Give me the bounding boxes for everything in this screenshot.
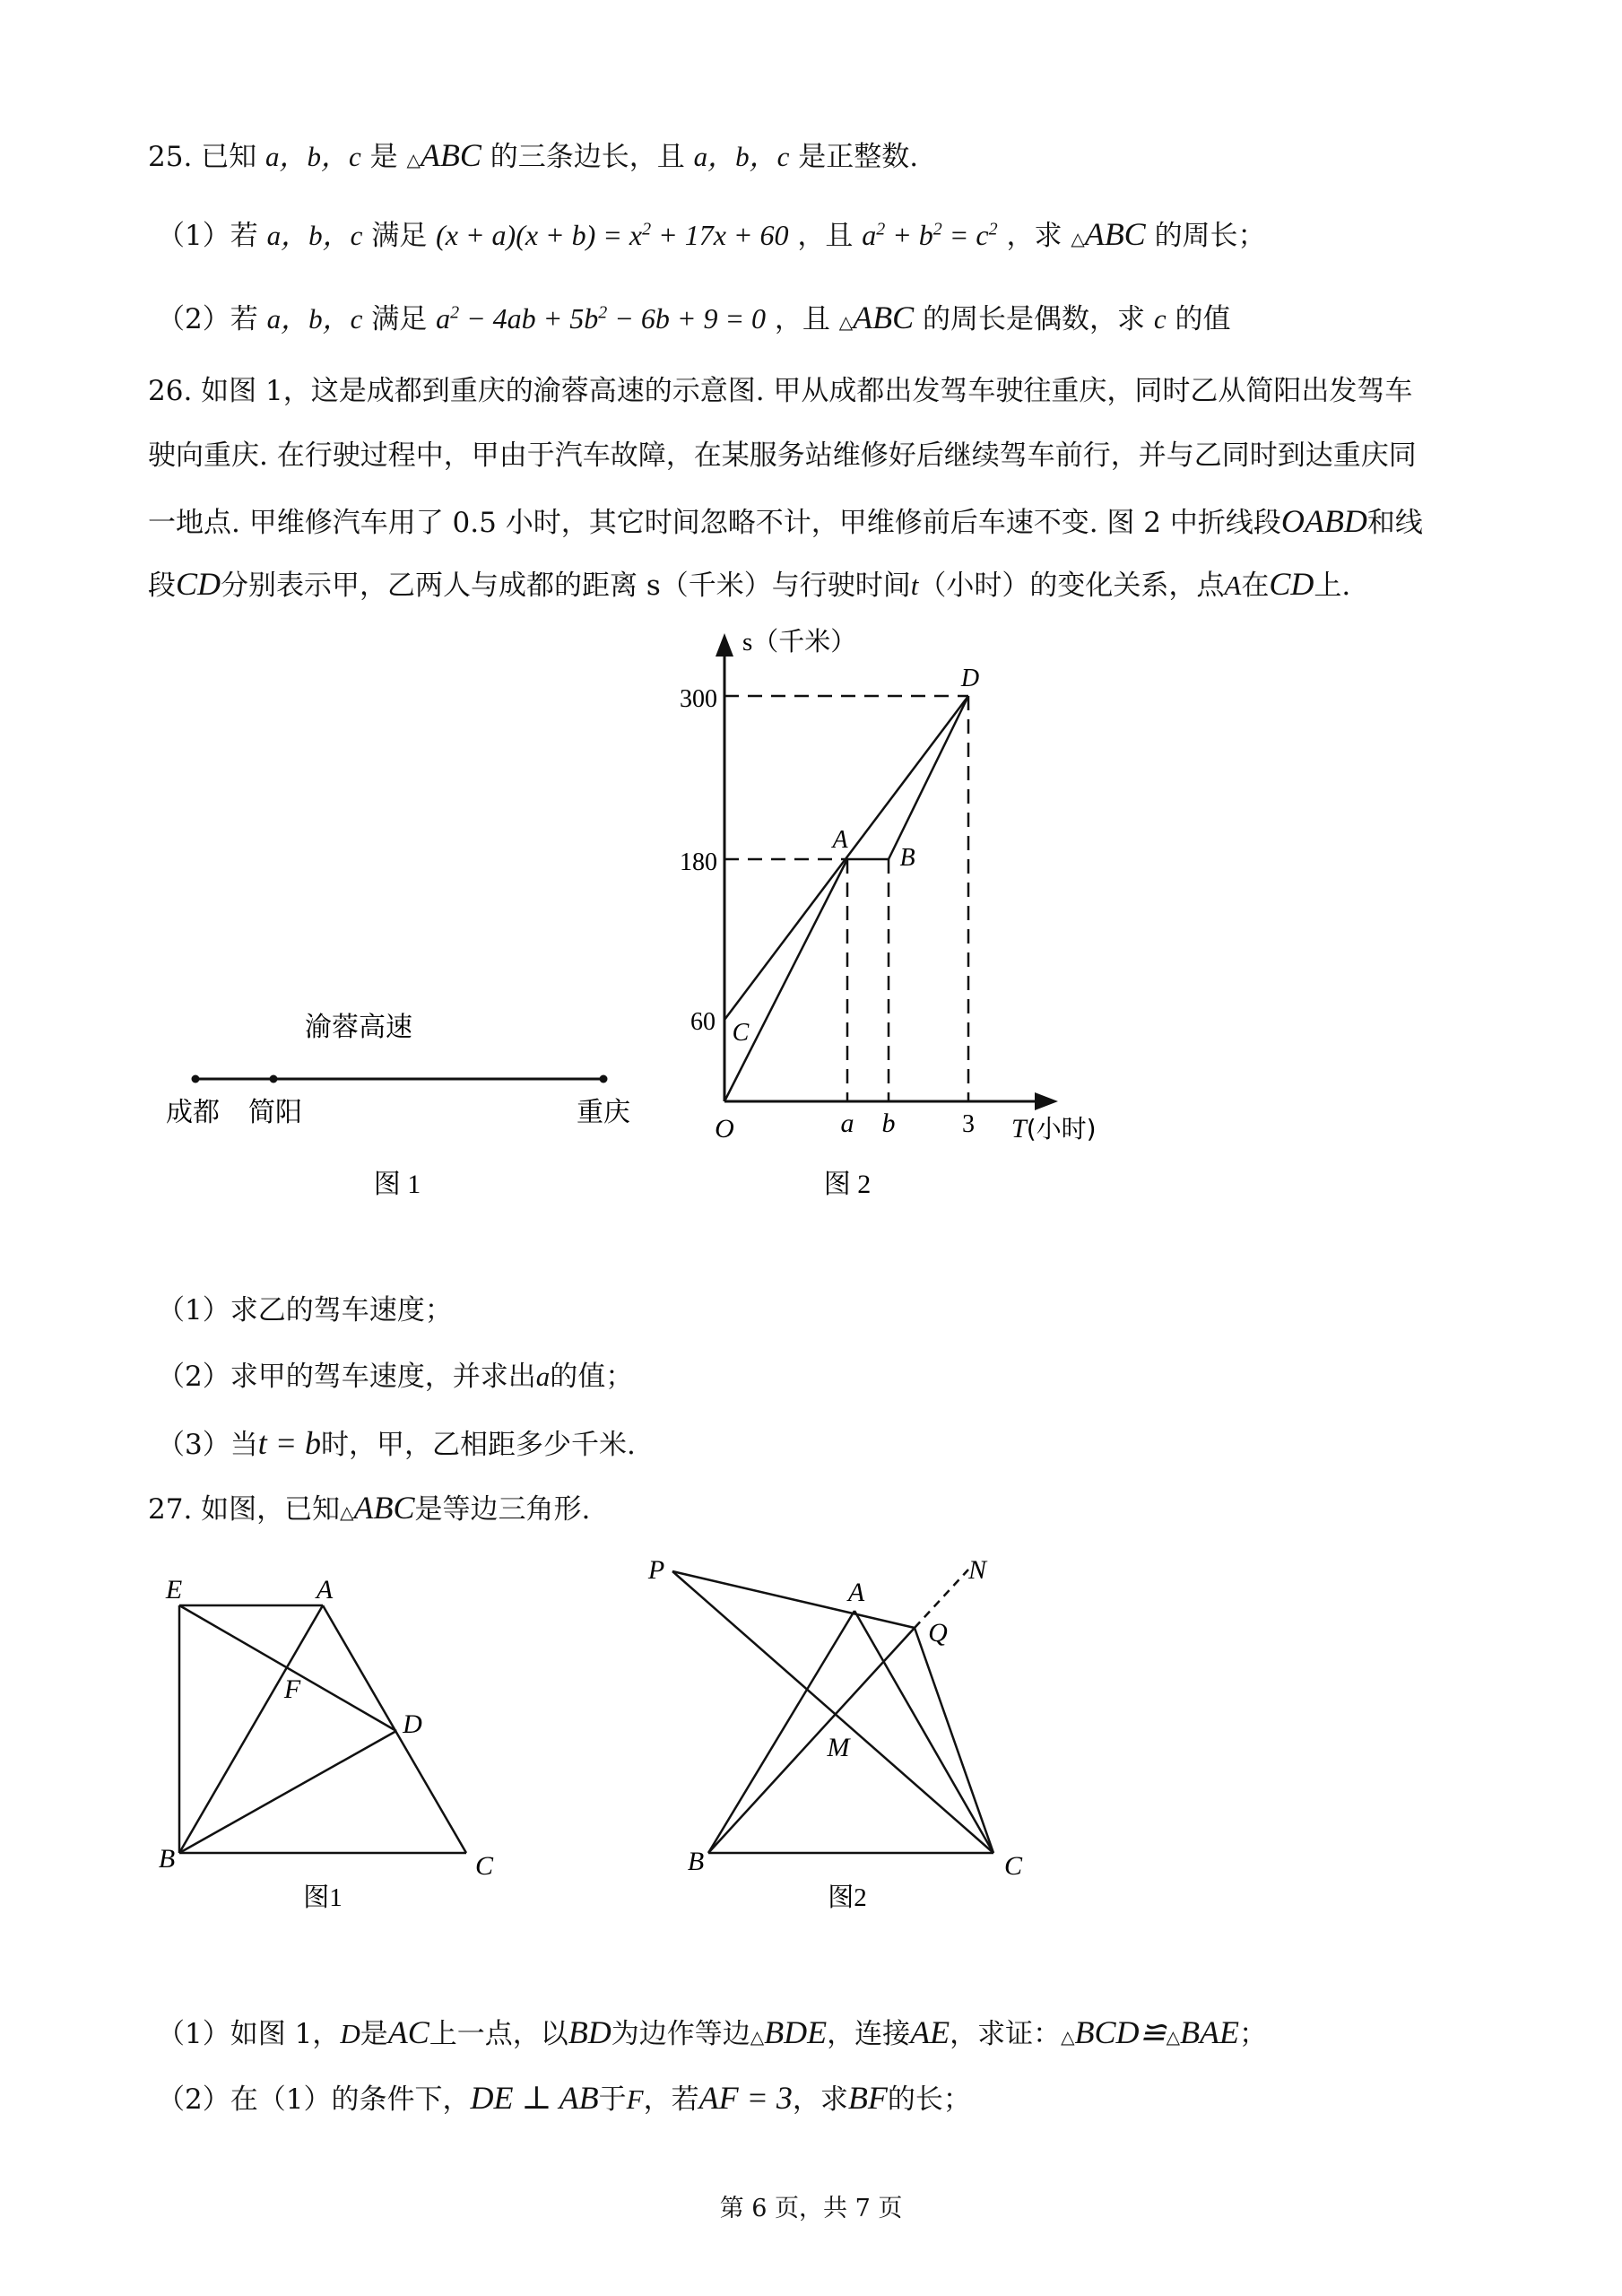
chongqing-label: 重庆 xyxy=(577,1097,630,1128)
triangle-symbol: △ xyxy=(406,149,421,170)
tick-60: 60 xyxy=(690,1008,716,1036)
q27-figure1-caption: 图1 xyxy=(303,1883,343,1912)
x-axis-label: T(小时) xyxy=(1011,1114,1097,1144)
point-D-label: D xyxy=(960,665,980,692)
q25-equation2: $a^2 + b^2 = c^2$ xyxy=(862,219,998,251)
segment-PC xyxy=(672,1571,993,1853)
q27-figure2-caption: 图2 xyxy=(828,1883,867,1912)
segment-AB xyxy=(708,1611,854,1853)
q26-part2: （2）求甲的驾车速度，并求出a的值； xyxy=(157,1361,634,1393)
q26-part1: （1）求乙的驾车速度； xyxy=(157,1294,453,1326)
label-Q: Q xyxy=(928,1618,948,1648)
q25-equation3: $a^2 - 4ab + 5b^2 - 6b + 9 = 0$ xyxy=(436,302,767,335)
q26-text-line3: 一地点. 甲维修汽车用了 0.5 小时，其它时间忽略不计，甲维修前后车速不变. 图 2 中折线段OABD和线 xyxy=(148,503,1423,539)
q26-text-line4: 段CD分别表示甲，乙两人与成都的距离 s（千米）与行驶时间t（小时）的变化关系，点A在CD上. xyxy=(148,566,1351,602)
label-B: B xyxy=(158,1844,176,1874)
q25-number: 25. xyxy=(148,141,193,173)
tick-180: 180 xyxy=(680,848,717,876)
point-B-label: B xyxy=(899,844,915,872)
label-N: N xyxy=(967,1555,987,1585)
page-footer: 第 6 页，共 7 页 xyxy=(719,2195,903,2222)
label-D: D xyxy=(403,1709,422,1739)
label-A: A xyxy=(847,1578,865,1607)
label-P: P xyxy=(647,1555,665,1585)
q25-part2: （2）若 a，b，c 满足 $a^2 - 4ab + 5b^2 - 6b + 9 = 0$ ，且 △ABC 的周长是偶数，求 c 的值 xyxy=(157,300,1231,335)
point-A-label: A xyxy=(832,826,848,854)
tick-3: 3 xyxy=(962,1110,975,1138)
q26-text-line2: 驶向重庆. 在行驶过程中，甲由于汽车故障，在某服务站维修好后继续驾车前行，并与乙同时到达重庆同 xyxy=(148,439,1417,472)
segment-PQ xyxy=(672,1571,915,1628)
figure2-caption: 图 2 xyxy=(823,1170,872,1199)
q25-stem: 25. 已知 a，b，c 是 △ABC 的三条边长，且 a，b，c 是正整数. xyxy=(148,137,919,173)
tick-b: b xyxy=(881,1109,896,1138)
point-C-label: C xyxy=(732,1019,750,1047)
tick-300: 300 xyxy=(680,685,717,713)
y-axis-label: s（千米） xyxy=(742,628,857,657)
chengdu-label: 成都 xyxy=(166,1097,220,1128)
road-name: 渝蓉高速 xyxy=(305,1012,412,1043)
tick-a: a xyxy=(840,1109,854,1138)
segment-BQ xyxy=(708,1628,915,1853)
q27-part1: （1）如图 1，D是AC上一点，以BD为边作等边△BDE，连接AE，求证：△BCD≌△BAE； xyxy=(157,2014,1268,2050)
origin-label: O xyxy=(715,1114,734,1144)
q26-part3: （3）当t = b时，甲，乙相距多少千米. xyxy=(157,1425,636,1461)
q27-part2: （2）在（1）的条件下，DE ⊥ AB于F，若AF = 3，求BF的长； xyxy=(157,2080,971,2116)
label-C: C xyxy=(474,1851,494,1881)
figure1-caption: 图 1 xyxy=(373,1170,421,1199)
jianyang-label: 简阳 xyxy=(248,1097,302,1128)
q25-equation1: $(x + a)(x + b) = x^2 + 17x + 60$ xyxy=(436,219,789,251)
q26-text-line1: 26. 如图 1，这是成都到重庆的渝蓉高速的示意图. 甲从成都出发驾车驶往重庆，同时乙从简阳出发驾车 xyxy=(148,375,1413,407)
label-A: A xyxy=(316,1575,334,1605)
q27-stem: 27. 如图，已知△ABC是等边三角形. xyxy=(148,1490,591,1526)
q25-part1: （1）若 a，b，c 满足 $(x + a)(x + b) = x^2 + 17x + 60$ ，且 $a^2 + b^2 = c^2$ ，求 △ABC 的周长； xyxy=(157,216,1266,252)
label-M: M xyxy=(827,1733,850,1762)
segment-AC xyxy=(854,1611,993,1853)
label-C: C xyxy=(1003,1851,1023,1881)
label-B: B xyxy=(687,1847,705,1876)
label-E: E xyxy=(165,1575,183,1605)
label-F: F xyxy=(283,1674,301,1704)
